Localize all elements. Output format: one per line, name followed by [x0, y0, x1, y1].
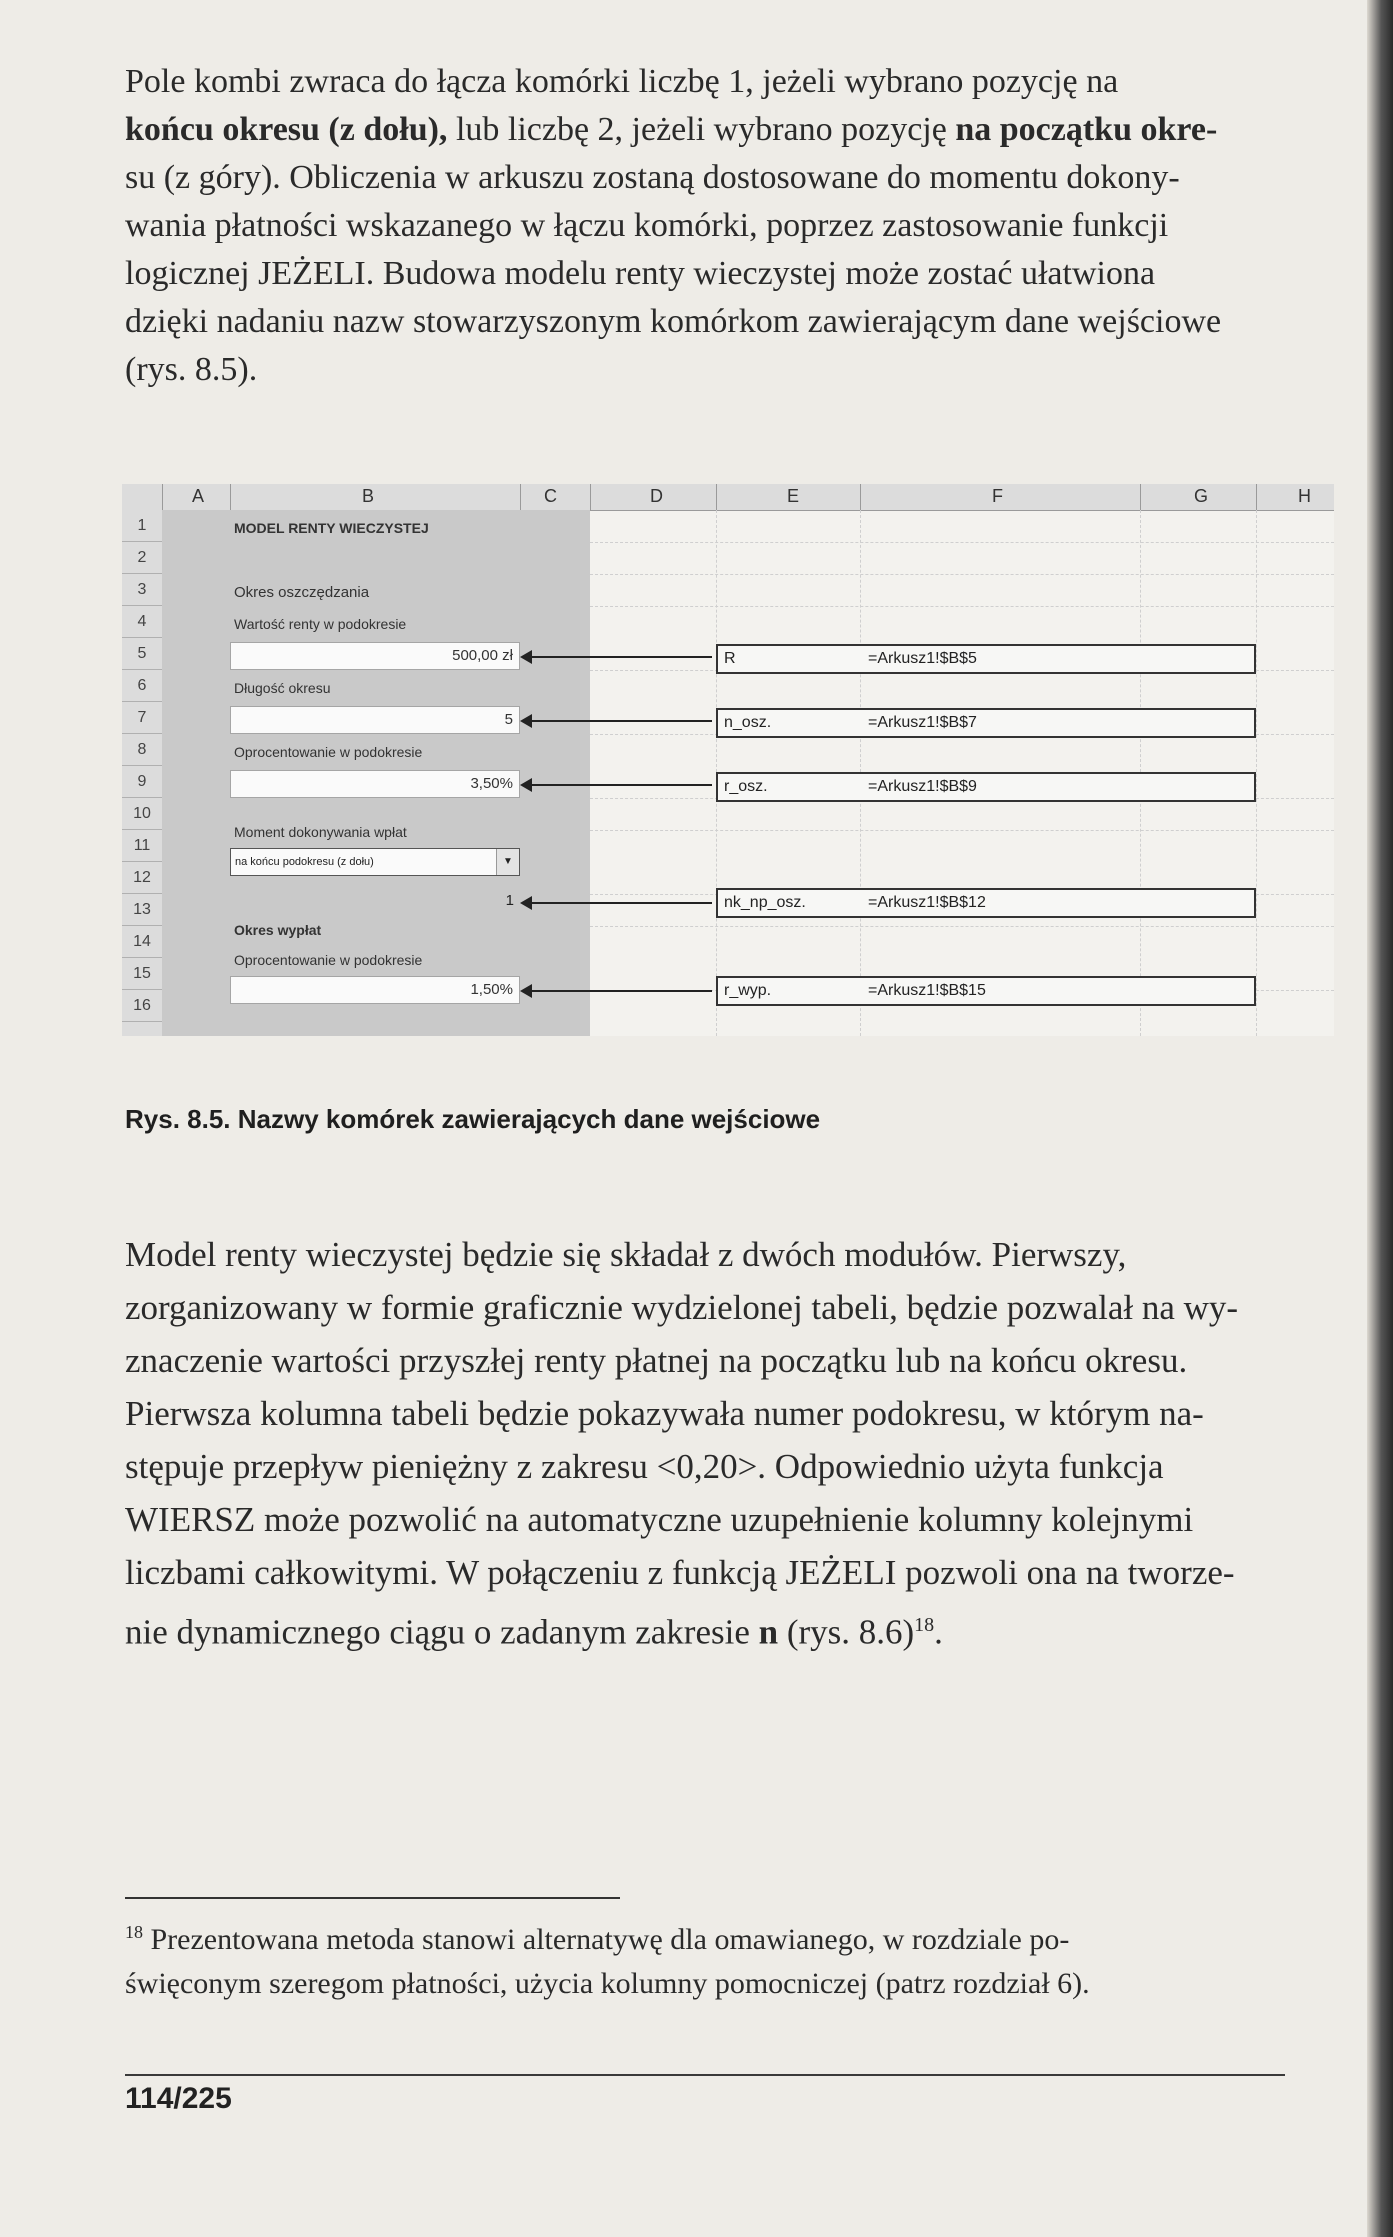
text-line: znaczenie wartości przyszłej renty płatnej na początku lub na końcu okresu.	[125, 1341, 1188, 1380]
text-fragment: (rys. 8.6)	[778, 1612, 915, 1652]
row-number: 9	[122, 766, 162, 798]
text-line: WIERSZ może pozwolić na automatyczne uzupełnienie kolumny kolejnymi	[125, 1500, 1194, 1539]
row-number: 1	[122, 510, 162, 542]
text-fragment: nie dynamicznego ciągu o zadanym zakresie	[125, 1612, 759, 1652]
text-fragment: lub liczbę 2, jeżeli wybrano pozycję	[447, 111, 956, 148]
row-number: 11	[122, 830, 162, 862]
text-line: Pole kombi zwraca do łącza komórki liczbę 1, jeżeli wybrano pozycję na	[125, 63, 1119, 100]
rent-value-input[interactable]: 500,00 zł	[230, 642, 520, 670]
name-reference: =Arkusz1!$B$12	[868, 894, 986, 911]
text-line: liczbami całkowitymi. W połączeniu z funkcją JEŻELI pozwoli ona na tworze-	[125, 1553, 1235, 1592]
text-line: Pierwsza kolumna tabeli będzie pokazywała numer podokresu, w którym na-	[125, 1394, 1204, 1433]
rent-value-label: Wartość renty w podokresie	[234, 616, 407, 632]
row-number: 6	[122, 670, 162, 702]
footnote	[125, 1910, 1325, 2006]
row-number: 15	[122, 958, 162, 990]
payout-rate-label: Oprocentowanie w podokresie	[234, 952, 423, 968]
text-line: stępuje przepływ pieniężny z zakresu <0,20>. Odpowiednio użyta funkcja	[125, 1447, 1164, 1486]
name-label: r_osz.	[724, 778, 768, 795]
text-line: logicznej JEŻELI. Budowa modelu renty wieczystej może zostać ułatwiona	[125, 255, 1156, 292]
figure-caption: Rys. 8.5. Nazwy komórek zawierających dane wejściowe	[125, 1104, 821, 1134]
section-savings-label: Okres oszczędzania	[234, 584, 370, 601]
text-line	[125, 1599, 1345, 1659]
name-reference: =Arkusz1!$B$15	[868, 982, 986, 999]
payout-rate-input[interactable]: 1,50%	[230, 976, 520, 1004]
row-number: 16	[122, 990, 162, 1022]
name-definition	[716, 888, 1256, 918]
arrow-icon	[522, 656, 712, 658]
row-number: 8	[122, 734, 162, 766]
combo-selected-value: na końcu podokresu (z dołu)	[235, 856, 374, 868]
column-header-h: H	[1298, 486, 1311, 506]
column-header-b: B	[362, 486, 375, 506]
arrow-icon	[522, 784, 712, 786]
name-label: n_osz.	[724, 714, 772, 731]
footnote-line	[125, 1910, 1325, 1962]
text-line: wania płatności wskazanego w łączu komórki, poprzez zastosowanie funkcji	[125, 207, 1169, 244]
name-definition	[716, 772, 1256, 802]
name-definition	[716, 708, 1256, 738]
section-payout-label: Okres wypłat	[234, 922, 322, 938]
row-number: 10	[122, 798, 162, 830]
period-length-label: Długość okresu	[234, 680, 331, 696]
interest-rate-label: Oprocentowanie w podokresie	[234, 744, 423, 760]
column-header-bar	[122, 484, 1334, 511]
footnote-number: 18	[125, 1922, 143, 1942]
row-header-column	[122, 510, 163, 1036]
page-number: 114/225	[125, 2082, 232, 2115]
model-title: MODEL RENTY WIECZYSTEJ	[234, 520, 429, 536]
row-number: 12	[122, 862, 162, 894]
text-line: (rys. 8.5).	[125, 351, 258, 388]
row-number: 4	[122, 606, 162, 638]
text-line: dzięki nadaniu nazw stowarzyszonym komórkom zawierającym dane wejściowe	[125, 303, 1222, 340]
period-length-input[interactable]: 5	[230, 706, 520, 734]
intro-paragraph	[125, 58, 1335, 394]
row-number: 5	[122, 638, 162, 670]
book-spine-edge	[1367, 0, 1393, 2237]
page-bottom-rule	[125, 2074, 1285, 2076]
text-fragment: .	[934, 1612, 943, 1652]
spreadsheet-figure	[122, 484, 1334, 1036]
footnote-line: święconym szeregom płatności, użycia kolumny pomocniczej (patrz rozdział 6).	[125, 1967, 1090, 2000]
text-line: Model renty wieczystej będzie się składał z dwóch modułów. Pierwszy,	[125, 1235, 1127, 1274]
name-reference: =Arkusz1!$B$5	[868, 650, 977, 667]
footnote-marker[interactable]: 18	[914, 1614, 935, 1636]
row-number: 2	[122, 542, 162, 574]
footnote-separator	[125, 1897, 620, 1899]
column-header-c: C	[544, 486, 557, 506]
arrow-icon	[522, 902, 712, 904]
column-header-e: E	[787, 486, 800, 506]
name-reference: =Arkusz1!$B$7	[868, 714, 977, 731]
name-label: nk_np_osz.	[724, 894, 806, 911]
payment-moment-combo[interactable]	[230, 848, 520, 876]
footnote-text: Prezentowana metoda stanowi alternatywę dla omawianego, w rozdziale po-	[143, 1923, 1070, 1956]
combo-link-value: 1	[505, 892, 514, 909]
column-header-d: D	[650, 486, 663, 506]
column-header-a: A	[192, 486, 205, 506]
name-definition	[716, 644, 1256, 674]
column-header-g: G	[1194, 486, 1209, 506]
text-line	[125, 106, 1335, 154]
text-line: su (z góry). Obliczenia w arkuszu zostaną dostosowane do momentu dokony-	[125, 159, 1180, 196]
row-number: 3	[122, 574, 162, 606]
name-label: r_wyp.	[724, 982, 772, 999]
bold-symbol: n	[758, 1612, 779, 1652]
column-header-f: F	[992, 486, 1003, 506]
bold-phrase: na początku okre-	[955, 111, 1218, 148]
body-paragraph	[125, 1228, 1345, 1659]
name-reference: =Arkusz1!$B$9	[868, 778, 977, 795]
row-number: 14	[122, 926, 162, 958]
arrow-icon	[522, 720, 712, 722]
row-number: 7	[122, 702, 162, 734]
payment-moment-label: Moment dokonywania wpłat	[234, 824, 407, 840]
row-number: 13	[122, 894, 162, 926]
chevron-down-icon[interactable]: ▼	[496, 849, 519, 875]
arrow-icon	[522, 990, 712, 992]
bold-phrase: końcu okresu (z dołu),	[125, 111, 448, 148]
name-definition	[716, 976, 1256, 1006]
interest-rate-input[interactable]: 3,50%	[230, 770, 520, 798]
name-label: R	[724, 650, 736, 667]
text-line: zorganizowany w formie graficznie wydzielonej tabeli, będzie pozwalał na wy-	[125, 1288, 1239, 1327]
